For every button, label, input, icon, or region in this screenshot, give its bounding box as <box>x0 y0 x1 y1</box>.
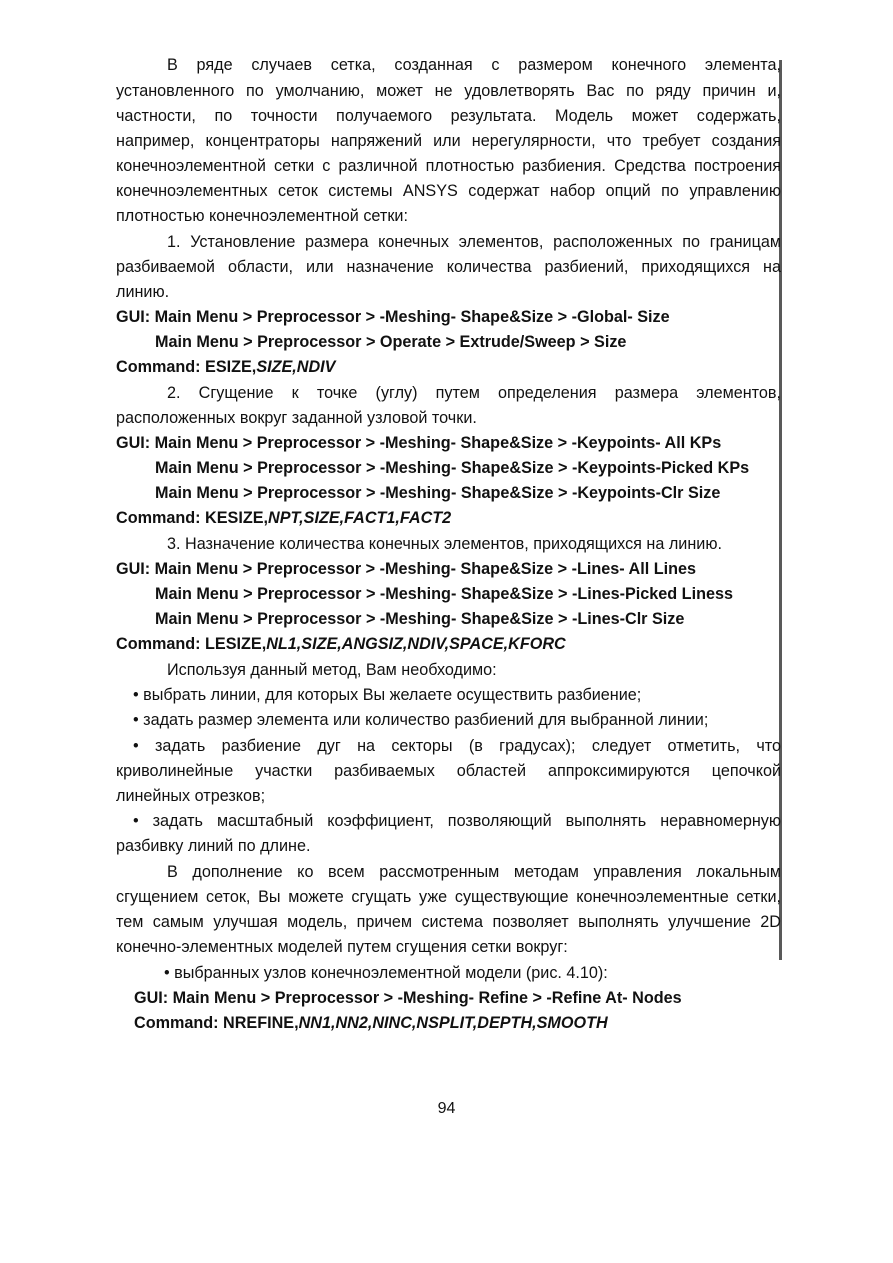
text-line: линию. <box>116 283 170 301</box>
command-args: NPT,SIZE,FACT1,FACT2 <box>268 509 452 527</box>
text-line: В ряде случаев сетка, созданная с размером конечного элемента, <box>167 56 781 74</box>
text-line: разбивку линий по длине. <box>116 837 311 855</box>
gui-path: Main Menu > Preprocessor > -Meshing- Shape&Size > -Keypoints-Picked KPs <box>155 459 750 477</box>
command-line <box>116 357 781 377</box>
gui-path: Main Menu > Preprocessor > -Meshing- Shape&Size > -Lines-Clr Size <box>155 610 685 628</box>
command-name: KESIZE, <box>205 509 268 527</box>
text-line: плотностью конечноэлементной сетки: <box>116 207 408 225</box>
command-label: Command: <box>116 635 206 653</box>
gui-path: Main Menu > Preprocessor > Operate > Extrude/Sweep > Size <box>155 333 627 351</box>
page-number: 94 <box>437 1100 456 1117</box>
gui-path: GUI: Main Menu > Preprocessor > -Meshing- Shape&Size > -Global- Size <box>116 308 670 326</box>
gui-path: GUI: Main Menu > Preprocessor > -Meshing- Refine > -Refine At- Nodes <box>134 989 682 1007</box>
command-args: NL1,SIZE,ANGSIZ,NDIV,SPACE,KFORC <box>266 635 566 653</box>
gui-path: GUI: Main Menu > Preprocessor > -Meshing- Shape&Size > -Keypoints- All KPs <box>116 434 722 452</box>
command-args: NN1,NN2,NINC,NSPLIT,DEPTH,SMOOTH <box>298 1014 608 1032</box>
text-line: конечноэлементных сеток системы ANSYS содержат набор опций по управлению <box>116 182 781 200</box>
text-line: тем самым улучшая модель, причем система позволяет выполнять улучшение 2D <box>116 913 781 931</box>
text-line: 2. Сгущение к точке (углу) путем определения размера элементов, <box>167 384 781 402</box>
bullet-item: • выбрать линии, для которых Вы желаете осуществить разбиение; <box>133 686 642 704</box>
text-line: линейных отрезков; <box>116 787 266 805</box>
command-args: SIZE,NDIV <box>256 358 336 376</box>
gui-path: GUI: Main Menu > Preprocessor > -Meshing- Shape&Size > -Lines- All Lines <box>116 560 697 578</box>
command-line <box>116 508 781 528</box>
text-line: например, концентраторы напряжений или нерегулярности, что требует создания <box>116 132 781 150</box>
bullet-item: • задать разбиение дуг на секторы (в градусах); следует отметить, что <box>133 737 781 755</box>
command-line <box>116 634 781 654</box>
text-line: конечно-элементных моделей путем сгущения сетки вокруг: <box>116 938 568 956</box>
text-line: криволинейные участки разбиваемых областей аппроксимируются цепочкой <box>116 762 781 780</box>
text-line: Используя данный метод, Вам необходимо: <box>167 661 497 679</box>
command-name: LESIZE, <box>205 635 267 653</box>
text-line: расположенных вокруг заданной узловой точки. <box>116 409 477 427</box>
bullet-item: • задать размер элемента или количество разбиений для выбранной линии; <box>133 711 709 729</box>
command-name: ESIZE, <box>205 358 257 376</box>
text-line: конечноэлементной сетки с различной плотностью разбиения. Средства построения <box>116 157 781 175</box>
gui-path: Main Menu > Preprocessor > -Meshing- Shape&Size > -Lines-Picked Liness <box>155 585 733 603</box>
command-label: Command: <box>116 358 206 376</box>
text-line: В дополнение ко всем рассмотренным методам управления локальным <box>167 863 781 881</box>
text-line: сгущением сеток, Вы можете сгущать уже существующие конечноэлементные сетки, <box>116 888 781 906</box>
text-line: установленного по умолчанию, может не удовлетворять Вас по ряду причин и, <box>116 82 781 100</box>
command-label: Command: <box>116 509 206 527</box>
text-line: разбиваемой области, или назначение количества разбиений, приходящихся на <box>116 258 781 276</box>
bullet-item: • выбранных узлов конечноэлементной модели (рис. 4.10): <box>164 964 608 982</box>
command-line <box>134 1013 781 1033</box>
gui-path: Main Menu > Preprocessor > -Meshing- Shape&Size > -Keypoints-Clr Size <box>155 484 721 502</box>
command-label: Command: <box>134 1014 224 1032</box>
text-line: частности, по точности получаемого результата. Модель может содержать, <box>116 107 781 125</box>
command-name: NREFINE, <box>223 1014 299 1032</box>
text-line: 1. Установление размера конечных элементов, расположенных по границам <box>167 233 781 251</box>
bullet-item: • задать масштабный коэффициент, позволяющий выполнять неравномерную <box>133 812 781 830</box>
text-line: 3. Назначение количества конечных элементов, приходящихся на линию. <box>167 535 722 553</box>
